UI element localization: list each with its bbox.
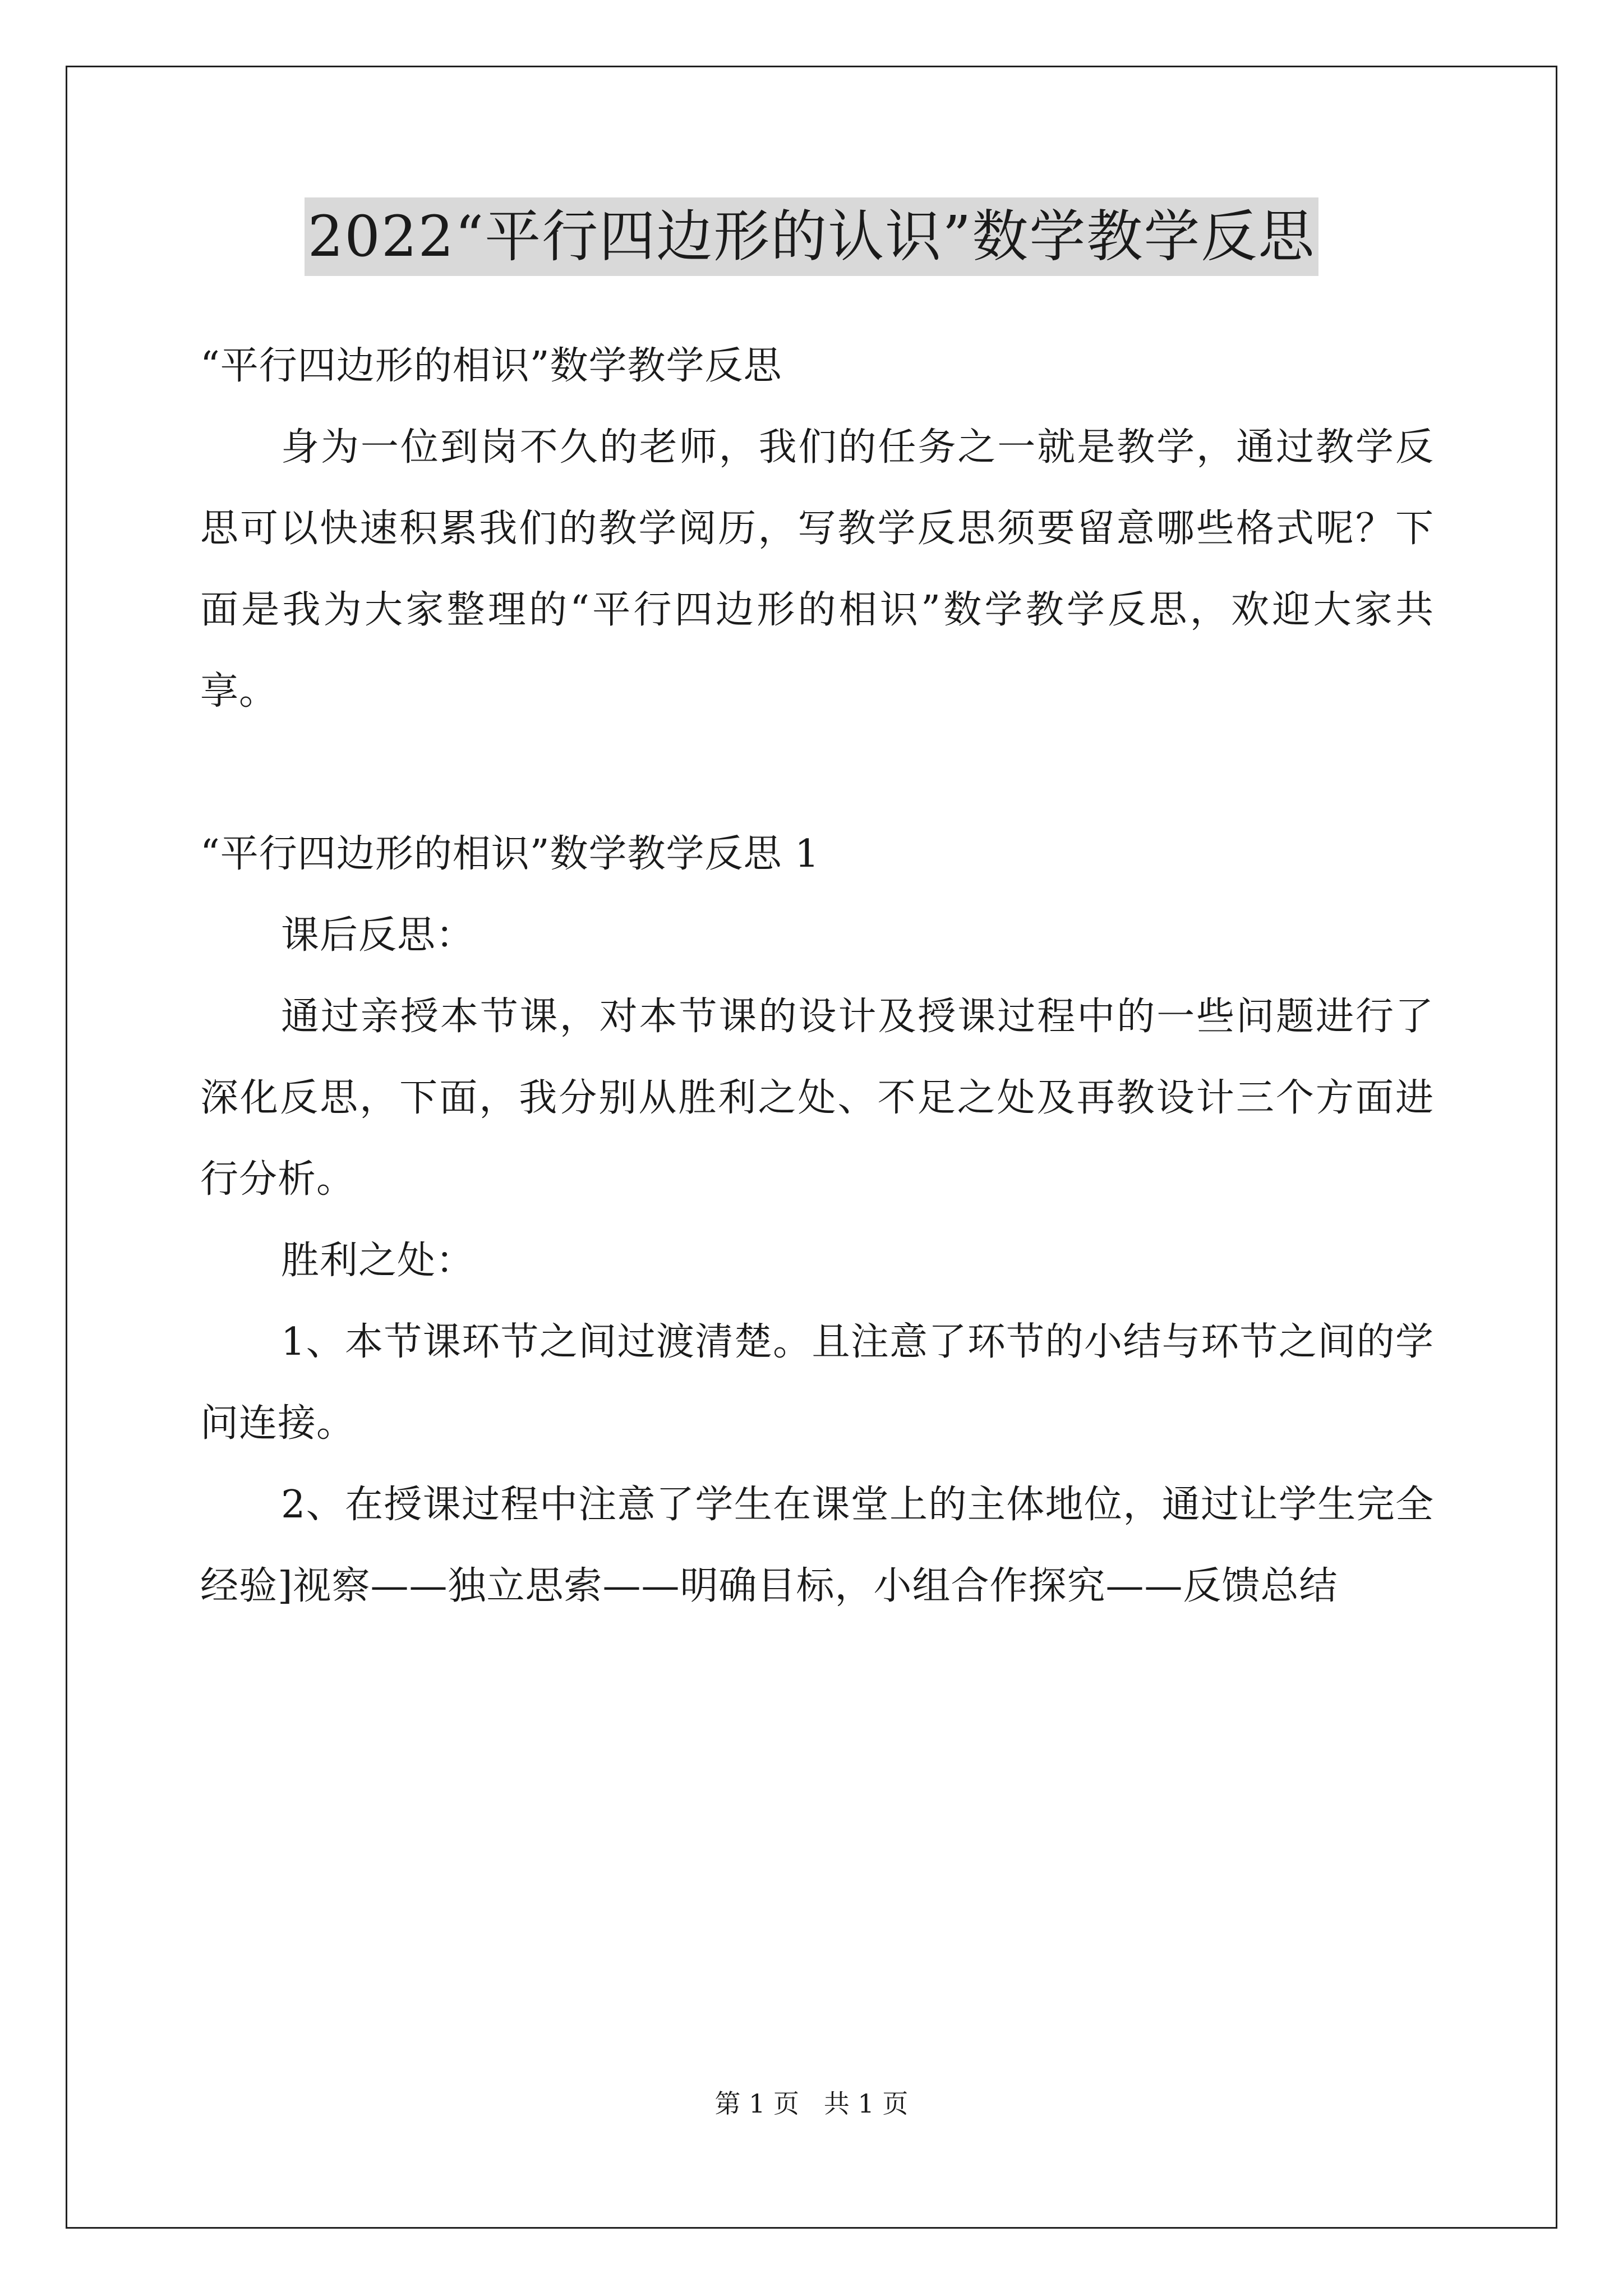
success-label: 胜利之处： [281,1239,475,1283]
document-title: 2022“平行四边形的认识”数学教学反思 [305,197,1319,276]
list-item-1: 1、本节课环节之间过渡清楚。且注意了环节的小结与环节之间的学问连接。 [200,1320,1434,1446]
reflection-paragraph: 通过亲授本节课，对本节课的设计及授课过程中的一些问题进行了深化反思，下面，我分别从胜利之处、不足之处及再教设计三个方面进行分析。 [200,995,1434,1202]
list-item-2: 2、在授课过程中注意了学生在课堂上的主体地位，通过让学生完全经验]视察——独立思索——明确目标，小组合作探究——反馈总结 [200,1483,1434,1608]
paragraph-spacer [200,732,1434,813]
section-heading: “平行四边形的相识”数学教学反思 1 [200,832,820,876]
intro-paragraph: 身为一位到岗不久的老师，我们的任务之一就是教学，通过教学反思可以快速积累我们的教学阅历，写教学反思须要留意哪些格式呢？下面是我为大家整理的“平行四边形的相识”数学教学反思，欢迎大家共享。 [200,425,1434,714]
title-container [0,197,1623,276]
reflection-label: 课后反思： [281,913,475,958]
subtitle-paragraph: “平行四边形的相识”数学教学反思 [200,344,782,388]
page-footer: 第 1 页 共 1 页 [714,2088,909,2119]
document-body [200,325,1434,1627]
